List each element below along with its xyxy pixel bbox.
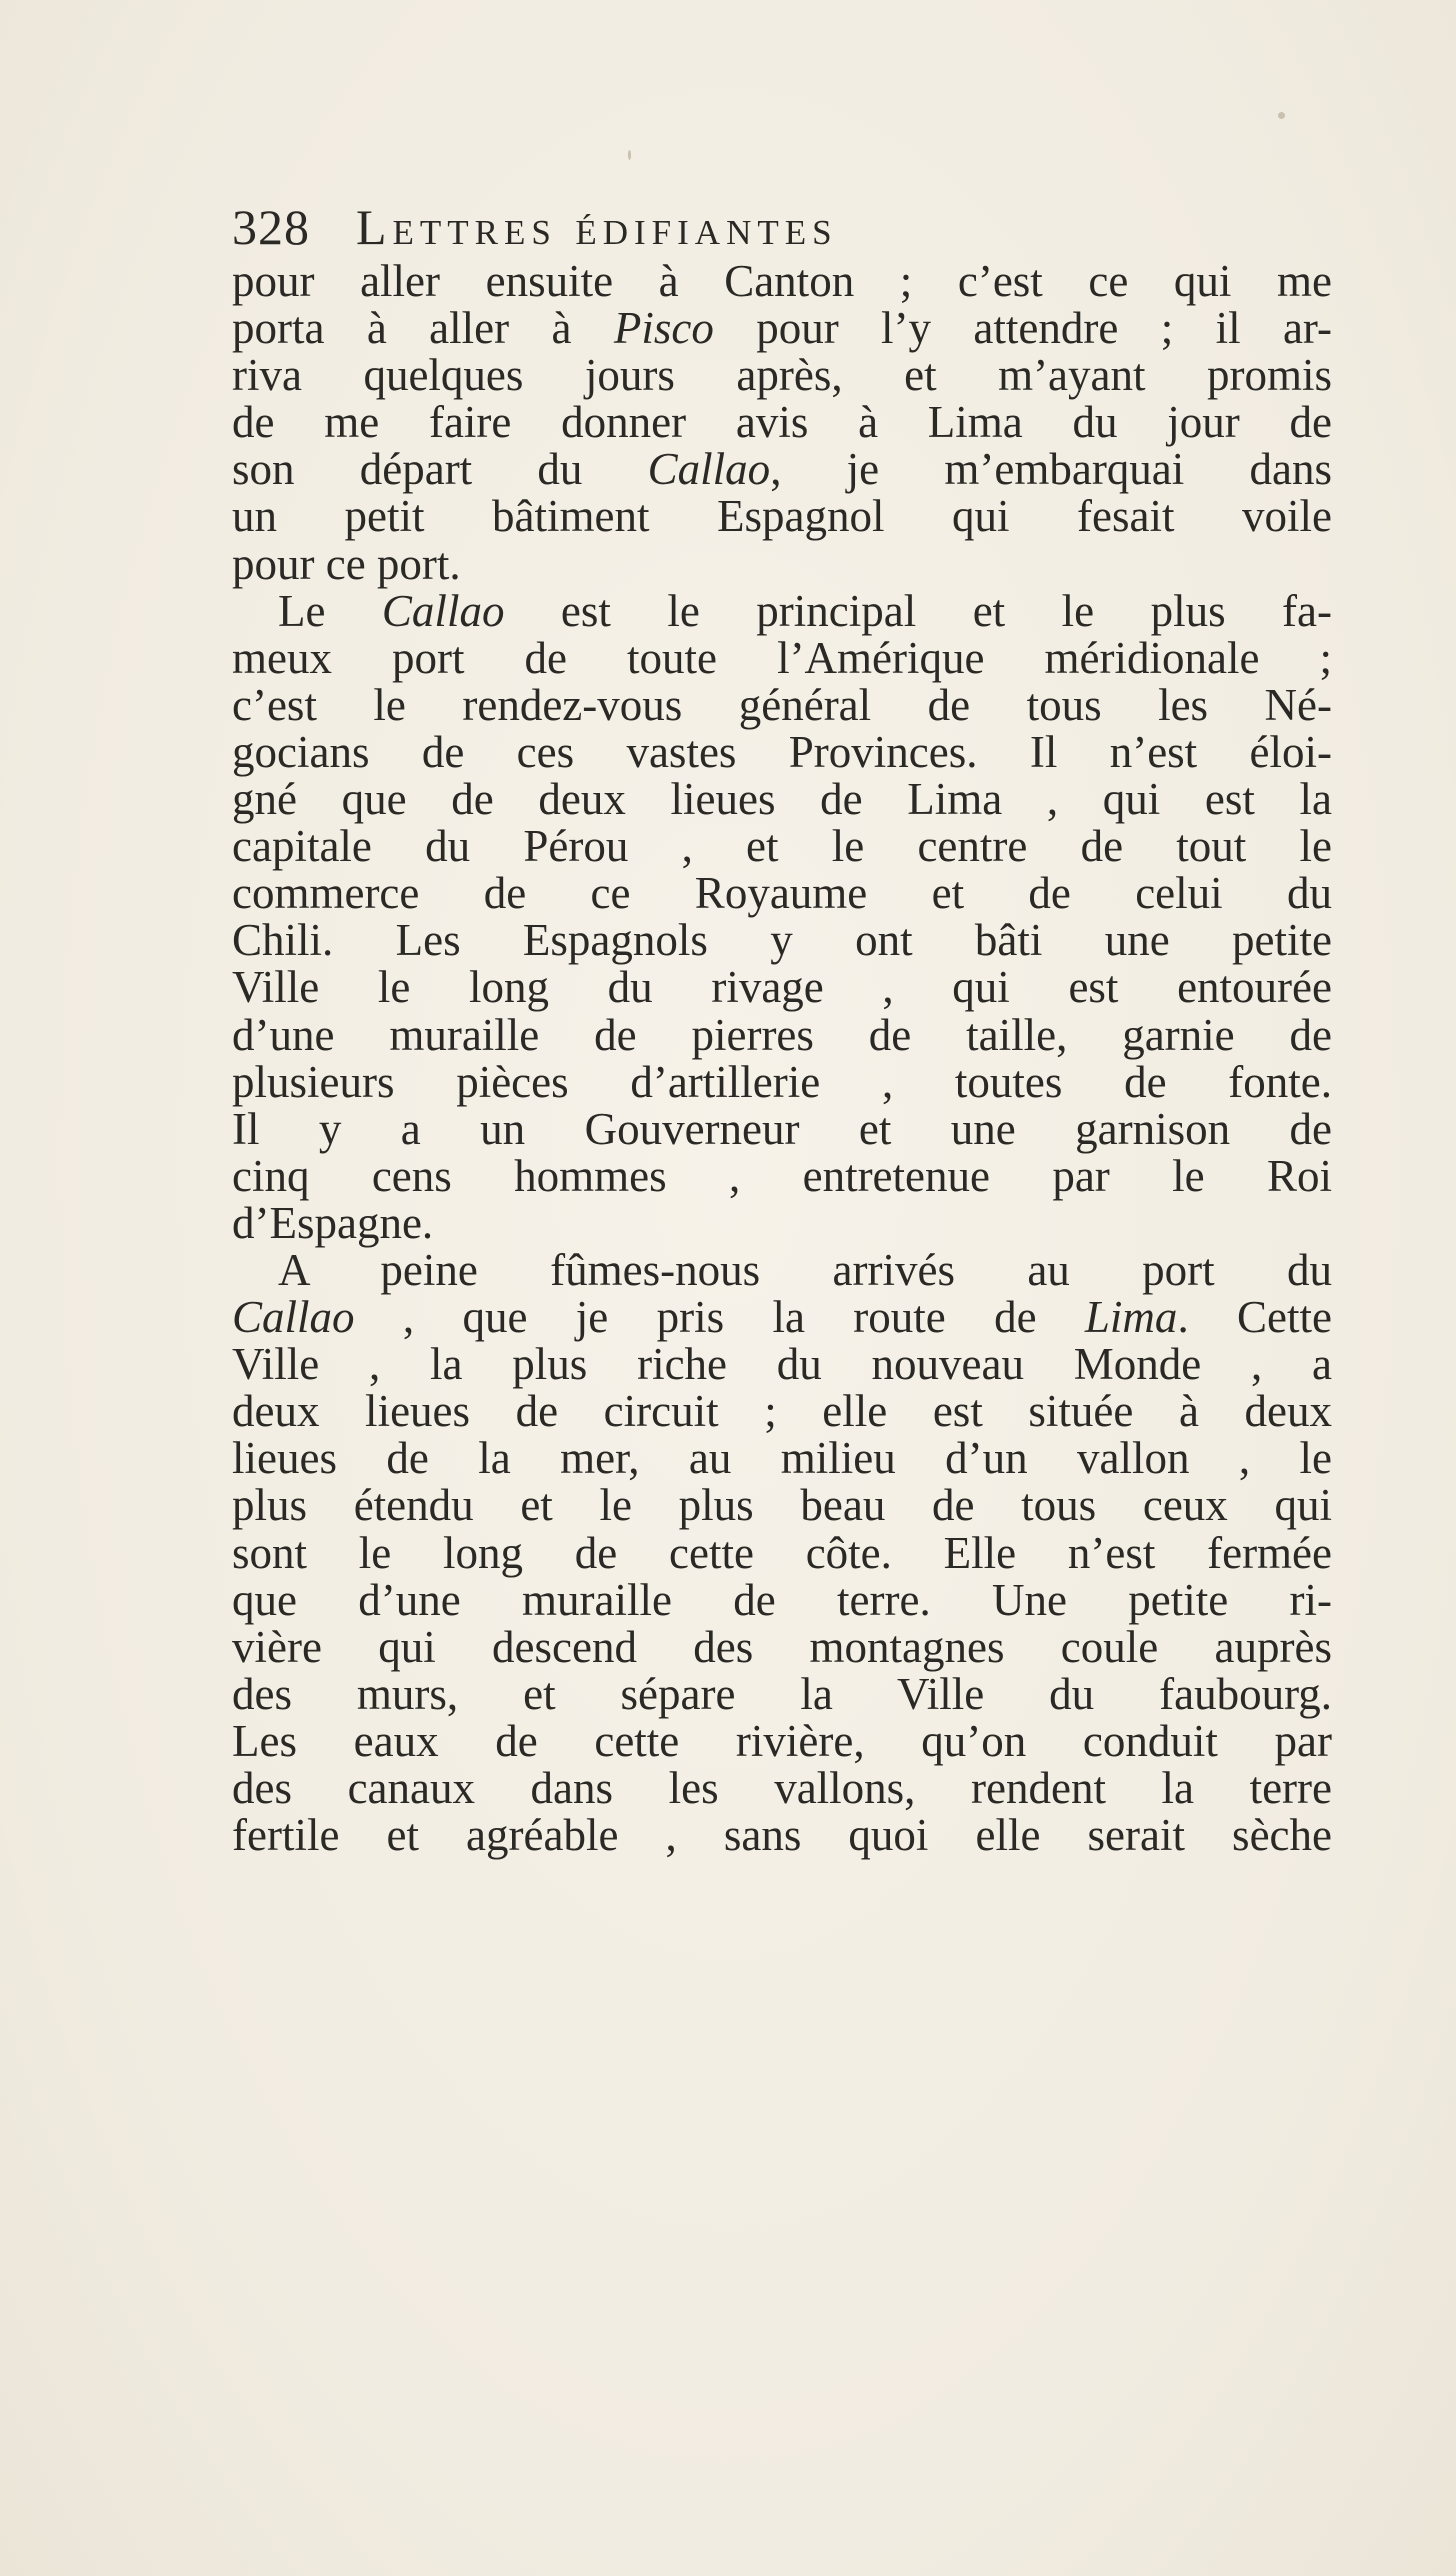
text-segment: c’est le rendez-vous général de tous les Né- (232, 679, 1332, 730)
text-line (232, 679, 1332, 730)
text-segment: A peine fûmes-nous arrivés au port du (278, 1244, 1332, 1295)
text-line (232, 726, 1332, 777)
text-line (232, 917, 1332, 964)
text-segment: un petit bâtiment Espagnol qui fesait voile (232, 491, 1332, 542)
text-line (232, 1244, 1332, 1295)
page-number: 328 (232, 199, 310, 255)
running-header (232, 196, 1232, 258)
text-line (232, 493, 1332, 540)
text-segment: , que je pris la route de (354, 1292, 1085, 1343)
text-segment: . Cette (1177, 1292, 1332, 1343)
text-line (232, 776, 1332, 823)
text-line (232, 870, 1332, 917)
text-segment: de me faire donner avis à Lima du jour de (232, 397, 1332, 448)
text-segment: , je m’embarquai dans (770, 444, 1332, 495)
text-segment: commerce de ce Royaume et de celui du (232, 868, 1332, 919)
text-line (232, 1388, 1332, 1435)
text-segment: Le (278, 585, 382, 636)
text-segment: gocians de ces vastes Provinces. Il n’est éloi- (232, 726, 1332, 777)
text-segment: Chili. Les Espagnols y ont bâti une petite (232, 915, 1332, 966)
text-segment: Les eaux de cette rivière, qu’on conduit par (232, 1715, 1332, 1766)
running-title: Lettres édifiantes (356, 199, 838, 255)
text-segment: son départ du (232, 444, 648, 495)
text-line (232, 1009, 1332, 1060)
text-line (232, 305, 1332, 352)
text-line (232, 1765, 1332, 1812)
text-segment: Ville , la plus riche du nouveau Monde , a (232, 1339, 1332, 1390)
body-text (232, 258, 1332, 1859)
text-segment: des murs, et sépare la Ville du faubourg. (232, 1668, 1332, 1719)
text-line (232, 399, 1332, 446)
text-segment: pour l’y attendre ; il ar- (713, 303, 1333, 354)
text-segment: riva quelques jours après, et m’ayant promis (232, 350, 1332, 401)
text-segment: gné que de deux lieues de Lima , qui est la (232, 774, 1332, 825)
text-segment: porta à aller à (232, 303, 614, 354)
text-segment: est le principal et le plus fa- (504, 585, 1332, 636)
paper-speck (1278, 112, 1285, 119)
text-segment: meux port de toute l’Amérique méridionale ; (232, 632, 1332, 683)
text-line (232, 1197, 1332, 1248)
italic-text: Pisco (613, 303, 714, 354)
text-segment: deux lieues de circuit ; elle est située à deux (232, 1386, 1332, 1437)
text-segment: pour aller ensuite à Canton ; c’est ce qui me (232, 256, 1332, 306)
text-segment: plus étendu et le plus beau de tous ceux qui (232, 1480, 1332, 1531)
text-line (232, 1341, 1332, 1388)
text-segment: capitale du Pérou , et le centre de tout le (232, 821, 1332, 872)
text-segment: d’une muraille de pierres de taille, garnie de (232, 1009, 1332, 1060)
text-line (232, 538, 1332, 589)
text-line (232, 1715, 1332, 1766)
text-line (232, 1150, 1332, 1201)
italic-text: Callao (232, 1292, 355, 1343)
italic-text: Lima (1084, 1292, 1178, 1343)
text-line (232, 823, 1332, 870)
text-line (232, 964, 1332, 1011)
text-segment: cinq cens hommes , entretenue par le Roi (232, 1150, 1332, 1201)
text-segment: plusieurs pièces d’artillerie , toutes de fonte. (232, 1056, 1332, 1107)
text-line (232, 1056, 1332, 1107)
text-line (232, 1621, 1332, 1672)
text-segment: fertile et agréable , sans quoi elle serait sèche (232, 1810, 1332, 1861)
text-segment: sont le long de cette côte. Elle n’est fermée (232, 1527, 1332, 1578)
text-segment: que d’une muraille de terre. Une petite ri- (232, 1574, 1332, 1625)
text-segment: pour ce port. (232, 538, 461, 589)
text-line (232, 446, 1332, 493)
text-line (232, 1103, 1332, 1154)
text-segment: Il y a un Gouverneur et une garnison de (232, 1103, 1332, 1154)
text-segment: d’Espagne. (232, 1197, 434, 1248)
text-line (232, 1668, 1332, 1719)
text-line (232, 1294, 1332, 1341)
paper-speck (628, 150, 631, 160)
text-line (232, 1482, 1332, 1529)
text-segment: lieues de la mer, au milieu d’un vallon , le (232, 1433, 1332, 1484)
text-line (232, 258, 1332, 305)
text-line (232, 352, 1332, 399)
text-line (232, 1574, 1332, 1625)
text-line (232, 585, 1332, 636)
text-line (232, 632, 1332, 683)
text-segment: Ville le long du rivage , qui est entourée (232, 962, 1332, 1013)
text-line (232, 1435, 1332, 1482)
text-line (232, 1812, 1332, 1859)
text-segment: vière qui descend des montagnes coule auprès (232, 1621, 1332, 1672)
italic-text: Callao (381, 585, 505, 636)
text-segment: des canaux dans les vallons, rendent la terre (232, 1763, 1332, 1813)
text-line (232, 1527, 1332, 1578)
italic-text: Callao (647, 444, 771, 495)
